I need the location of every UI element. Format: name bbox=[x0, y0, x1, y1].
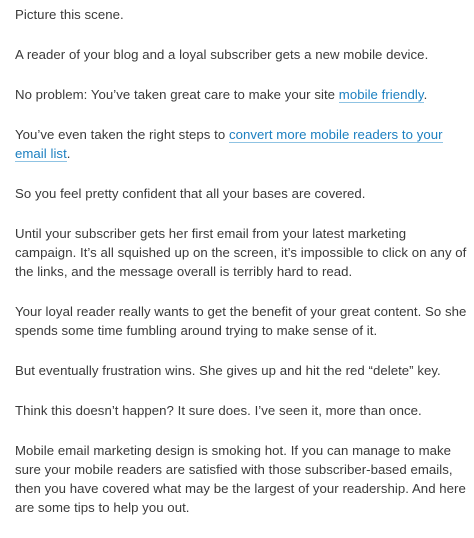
paragraph-3-text-after: . bbox=[423, 87, 428, 102]
article-body bbox=[15, 5, 470, 538]
paragraph-5: So you feel pretty confident that all your bases are covered. bbox=[15, 186, 366, 201]
paragraph-2: A reader of your blog and a loyal subscriber gets a new mobile device. bbox=[15, 47, 429, 62]
convert-mobile-readers-link[interactable]: convert more mobile readers to your email list bbox=[15, 127, 443, 161]
mobile-friendly-link[interactable]: mobile friendly bbox=[338, 87, 424, 102]
paragraph-8: But eventually frustration wins. She gives up and hit the red “delete” key. bbox=[15, 363, 441, 378]
paragraph-7: Your loyal reader really wants to get the benefit of your great content. So she spends some time fumbling around trying to make sense of it. bbox=[15, 304, 467, 338]
paragraph-6: Until your subscriber gets her first email from your latest marketing campaign. It’s all squished up on the screen, it’s impossible to click on any of the links, and the message overall is terribly hard to read. bbox=[15, 226, 467, 279]
paragraph-9: Think this doesn’t happen? It sure does. I’ve seen it, more than once. bbox=[15, 403, 422, 418]
paragraph-4 bbox=[15, 125, 470, 163]
paragraph-10: Mobile email marketing design is smoking hot. If you can manage to make sure your mobile readers are satisfied with those subscriber-based emails, then you have covered what may be the largest of your readership. And here are some tips to help you out. bbox=[15, 443, 466, 515]
paragraph-3-text-before: No problem: You’ve taken great care to make your site bbox=[15, 87, 339, 102]
paragraph-1: Picture this scene. bbox=[15, 7, 124, 22]
paragraph-3 bbox=[15, 85, 470, 104]
paragraph-4-text-before: You’ve even taken the right steps to bbox=[15, 127, 229, 142]
paragraph-4-text-after: . bbox=[66, 146, 71, 161]
